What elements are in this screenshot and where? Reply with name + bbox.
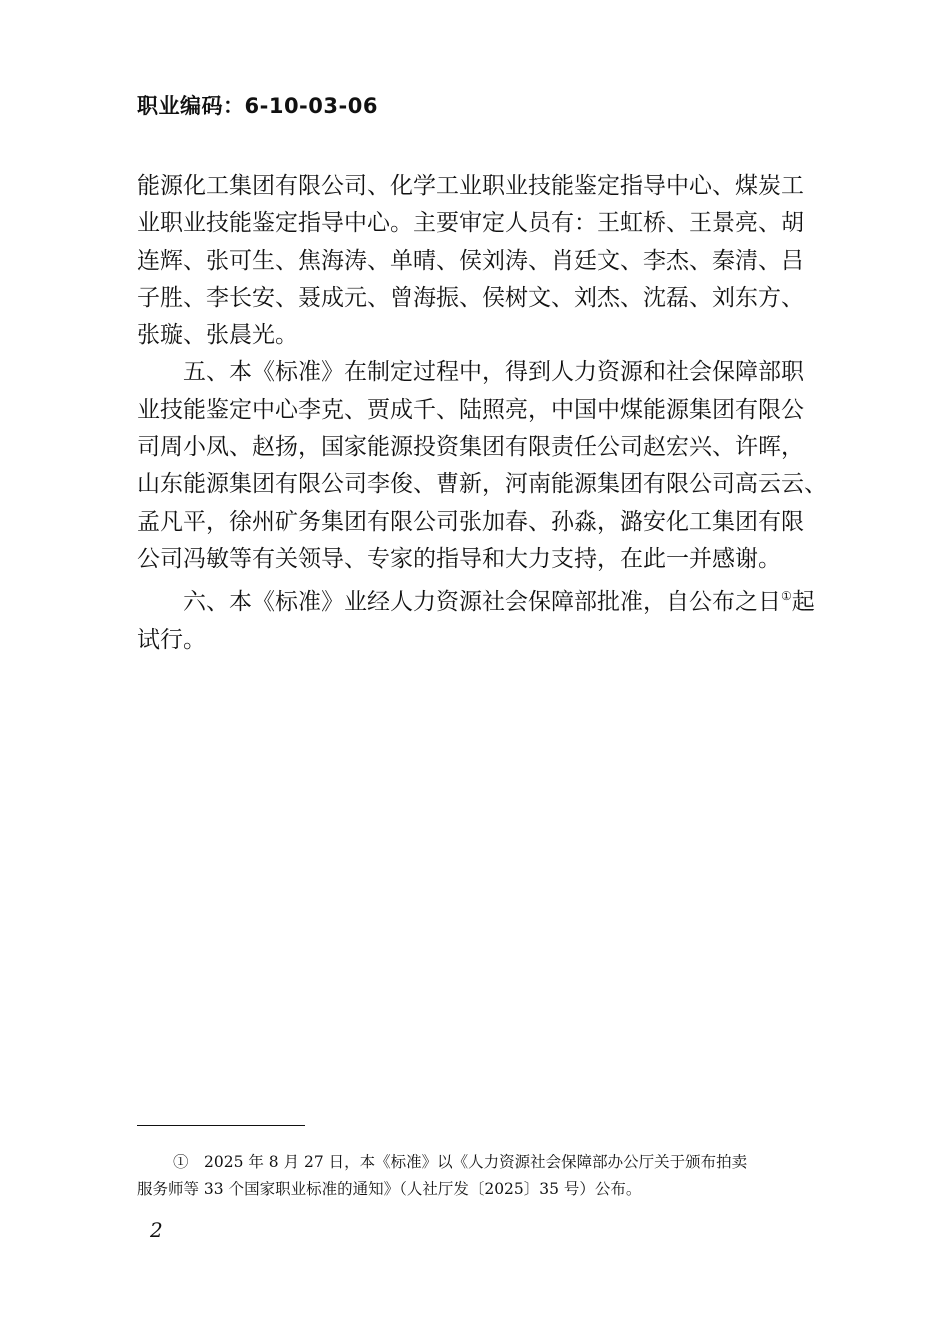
text-line: 业技能鉴定中心李克、贾成千、陆照亮，中国中煤能源集团有限公 xyxy=(137,396,804,423)
text-line: 试行。 xyxy=(137,626,206,653)
paragraph-continuation xyxy=(137,168,805,354)
item6-text-end: 起 xyxy=(791,589,815,616)
page-number: 2 xyxy=(150,1218,163,1242)
text-line: 能源化工集团有限公司、化学工业职业技能鉴定指导中心、煤炭工 xyxy=(137,173,804,199)
body-text xyxy=(137,168,827,659)
footnote-line: 服务师等 33 个国家职业标准的通知》（人社厅发〔2025〕35 号）公布。 xyxy=(137,1180,642,1198)
paragraph-item-6 xyxy=(137,578,815,659)
footnote xyxy=(137,1149,805,1203)
occupation-code: 职业编码：6-10-03-06 xyxy=(137,94,378,118)
text-line: 业职业技能鉴定指导中心。主要审定人员有：王虹桥、王景亮、胡 xyxy=(137,210,804,237)
footnote-line: ① 2025 年 8 月 27 日，本《标准》以《人力资源社会保障部办公厅关于颁布拍卖 xyxy=(173,1153,748,1171)
text-line: 子胜、李长安、聂成元、曾海振、侯树文、刘杰、沈磊、刘东方、 xyxy=(137,284,804,311)
text-line: 公司冯敏等有关领导、专家的指导和大力支持，在此一并感谢。 xyxy=(137,545,781,572)
item6-text: 六、本《标准》业经人力资源社会保障部批准，自公布之日 xyxy=(183,589,781,616)
footnote-separator xyxy=(137,1125,305,1126)
text-line: 山东能源集团有限公司李俊、曹新，河南能源集团有限公司高云云、 xyxy=(137,471,827,498)
text-line: 司周小凤、赵扬，国家能源投资集团有限责任公司赵宏兴、许晖， xyxy=(137,434,804,461)
text-line: 连辉、张可生、焦海涛、单晴、侯刘涛、肖廷文、李杰、秦清、吕 xyxy=(137,247,804,274)
text-line: 五、本《标准》在制定过程中，得到人力资源和社会保障部职 xyxy=(183,359,804,386)
footnote-reference[interactable]: ① xyxy=(781,589,792,604)
text-line: 张璇、张晨光。 xyxy=(137,322,298,349)
paragraph-item-5 xyxy=(137,354,827,578)
text-line xyxy=(137,578,815,621)
text-line: 孟凡平，徐州矿务集团有限公司张加春、孙淼，潞安化工集团有限 xyxy=(137,508,804,535)
